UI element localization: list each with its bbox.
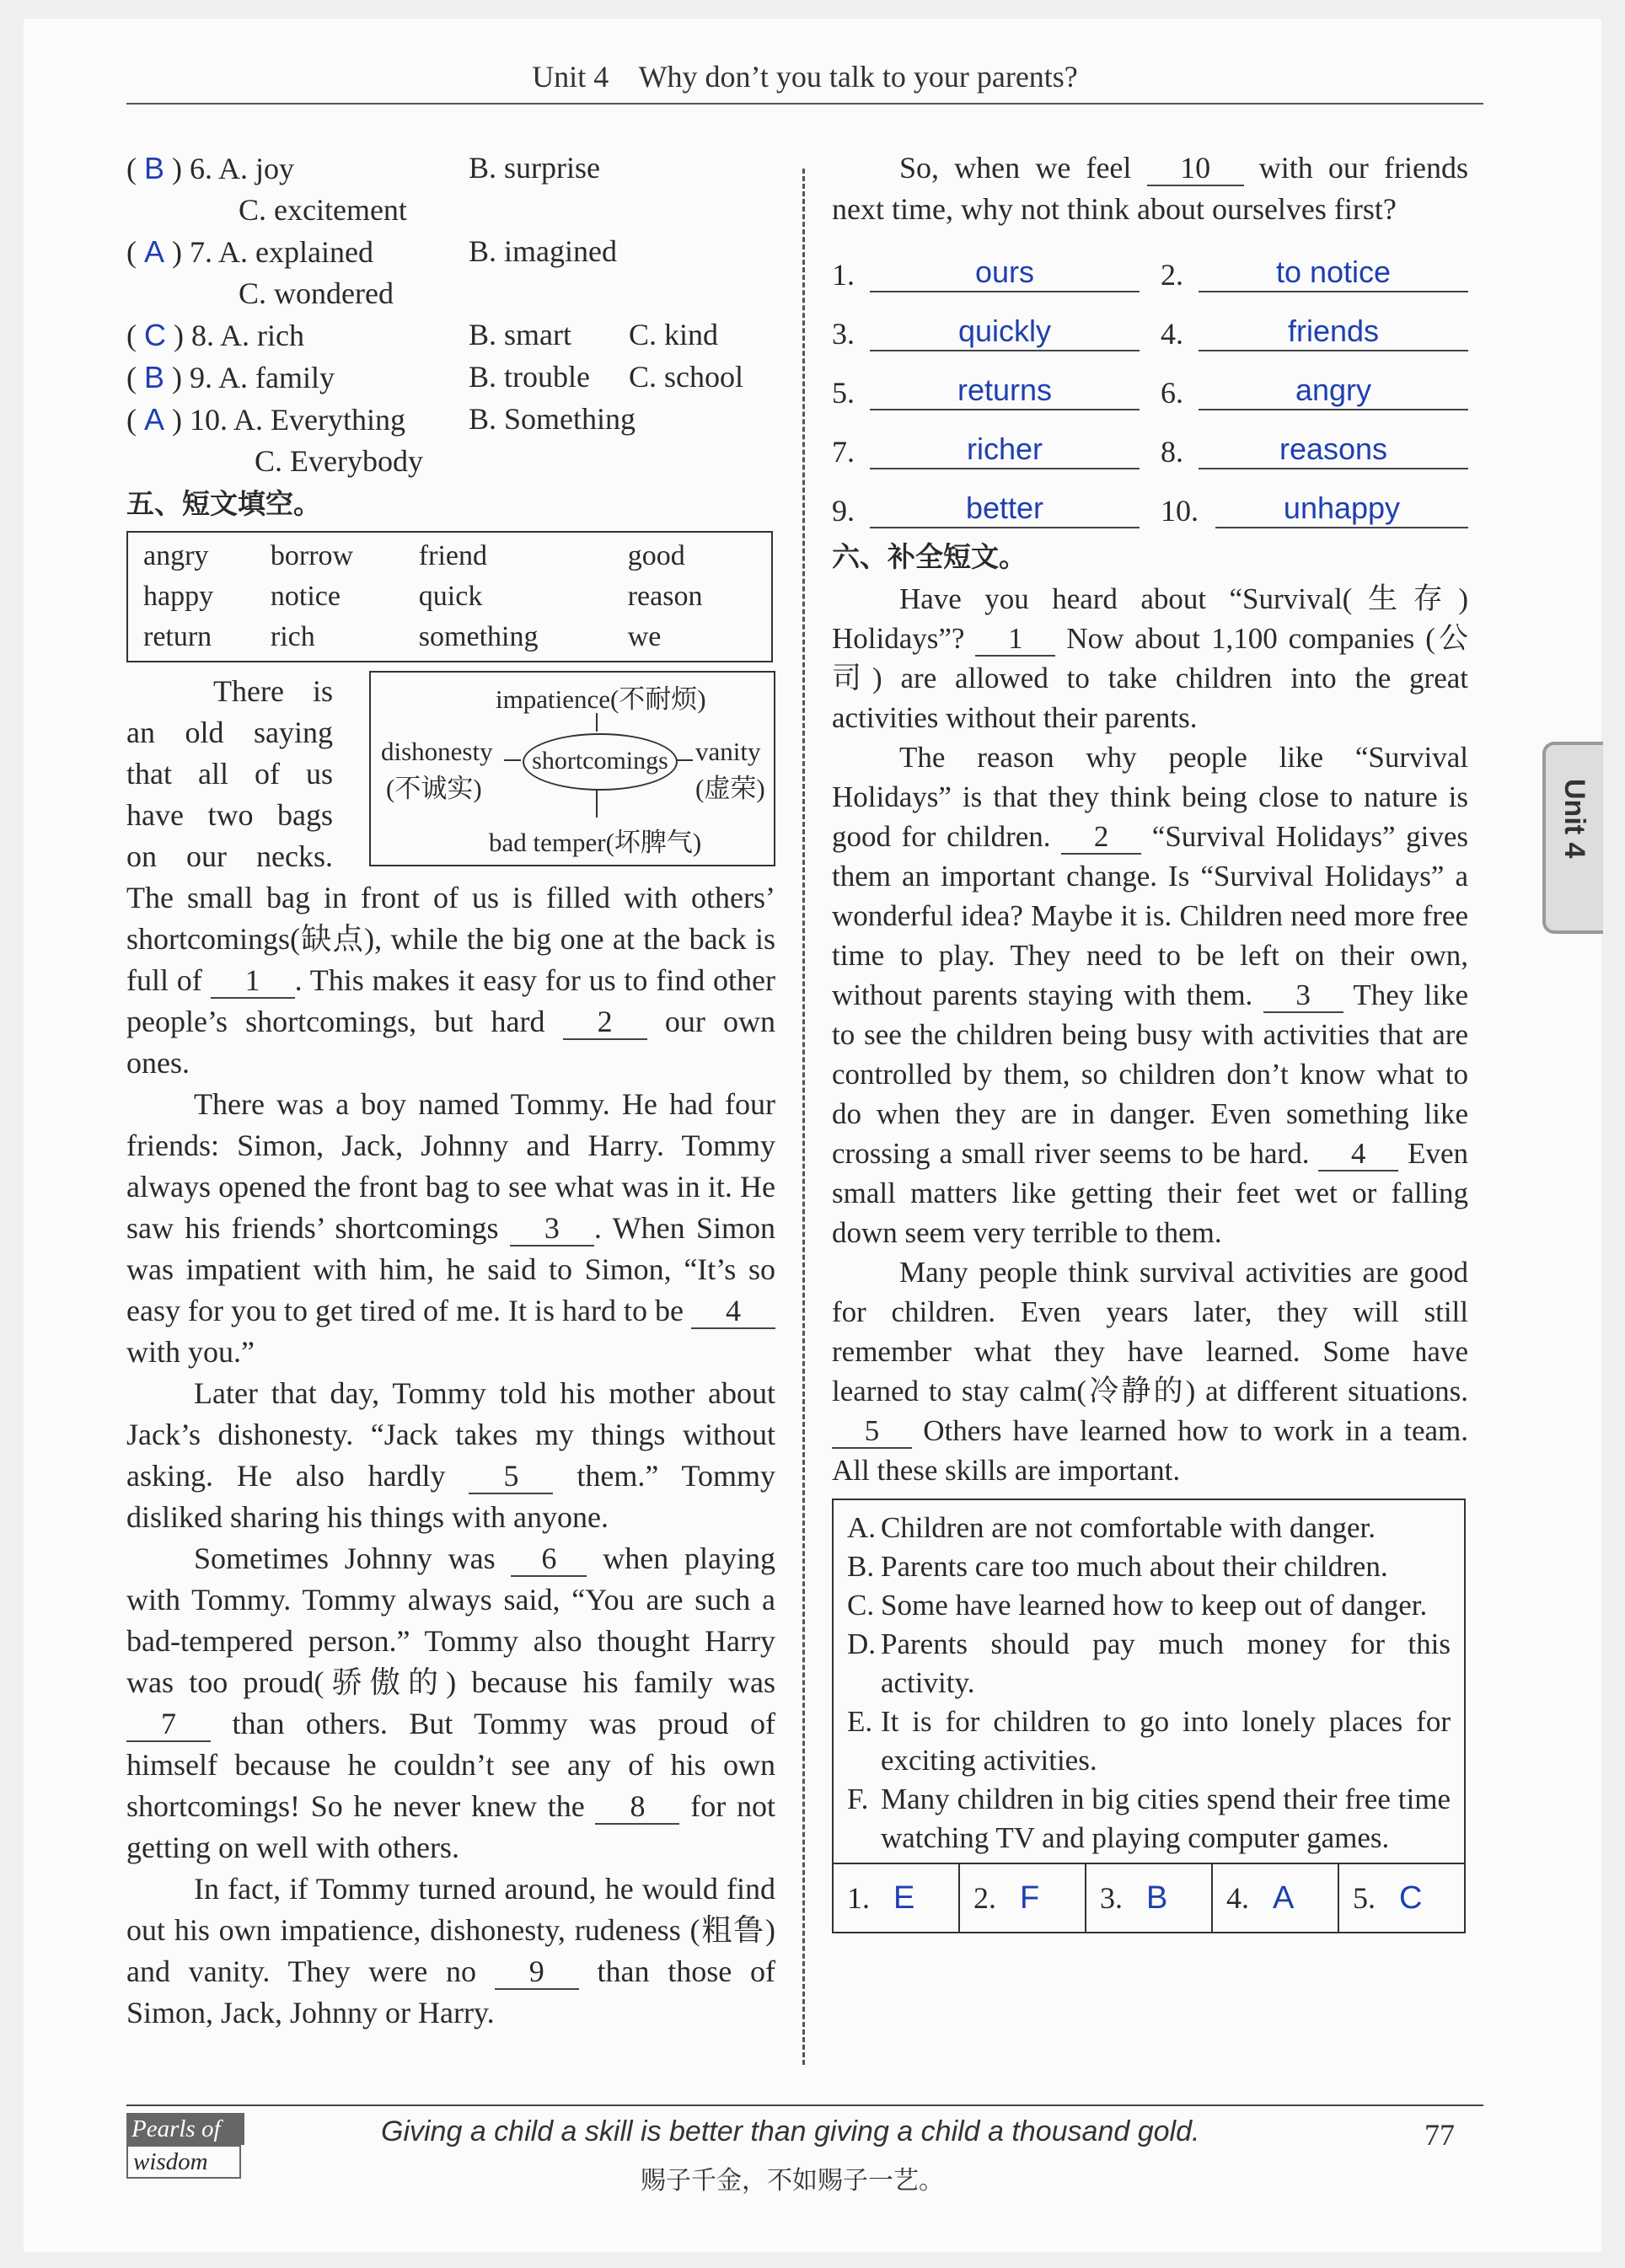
answer-item: [832, 491, 1140, 528]
passage-text: “Survival Holidays” gives them an important change. Is “Survival Holidays” a wonderful idea? Maybe it is. Children need more free time to play. They need to be left on their own, without parents staying with them.: [832, 820, 1469, 1011]
blank-10: 10: [1147, 151, 1244, 186]
passage-text: . When Simon was impatient with him, he said to Simon, “It’s so easy for you to get tired of me. It is hard to be: [126, 1211, 775, 1327]
answer-num: 9.: [832, 494, 855, 528]
section6-answer-table: [834, 1863, 1464, 1932]
answer-value: quickly: [870, 314, 1140, 351]
passage-text: them.” Tommy disliked sharing his things with anyone.: [126, 1459, 776, 1534]
passage-text: The reason why people like “Survival Holidays” is that they think being close to nature is good for children.: [832, 741, 1468, 853]
option-key: C.: [847, 1589, 875, 1622]
blank-6: 6: [511, 1541, 587, 1577]
blank-3: 3: [510, 1211, 594, 1247]
passage-text: with our friends next time, why not think about ourselves first?: [832, 151, 1469, 226]
passage-paragraph: [832, 737, 1468, 1252]
passage-text: with you.”: [126, 1335, 255, 1369]
answer-num: 1.: [832, 258, 855, 292]
option-item: [847, 1780, 1451, 1858]
diagram-right-label-zh: (虚荣): [695, 774, 765, 803]
passage-text: Others have learned how to work in a team. All these skills are important.: [832, 1414, 1468, 1487]
passage-text: Later that day, Tommy told his mother about Jack’s dishonesty. “Jack takes my things without asking. He also hardly: [126, 1376, 775, 1493]
word-bank-word: quick: [418, 581, 483, 612]
passage-text: The small bag in front of us is filled with others’ shortcomings(缺点), while the big one at the back is full of: [126, 881, 775, 997]
mcq-item: ( B ) 9. A. family B. trouble C. school: [126, 357, 775, 399]
answer-num: 4.: [1161, 317, 1183, 351]
answer-item: [1161, 373, 1468, 410]
word-bank-word: something: [418, 621, 539, 652]
answer-value: richer: [870, 432, 1140, 469]
passage-text: when playing with Tommy. Tommy always said, “You are such a bad-tempered person.” Tommy also thought Harry was too proud(骄傲的) because his family was: [126, 1541, 775, 1699]
mcq-answer: B: [144, 360, 165, 394]
answer-num: 6.: [1161, 376, 1183, 410]
mcq-option-c: C. school: [629, 360, 744, 394]
passage-text: There was a boy named Tommy. He had four friends: Simon, Jack, Johnny and Harry. Tommy always opened the front bag to see what was in it. He saw his friends’ shortcomings: [126, 1087, 775, 1245]
option-item: [847, 1702, 1451, 1780]
answer-cell: [960, 1864, 1086, 1932]
option-key: D.: [847, 1627, 877, 1660]
answer-item: [832, 314, 1140, 351]
header-unit: Unit 4: [532, 60, 609, 94]
answer-num: 7.: [832, 435, 855, 469]
mcq-item: ( A ) 10. A. Everything B. Something: [126, 399, 775, 441]
answer-value: reasons: [1199, 432, 1468, 469]
mcq-option-c: C. Everybody: [255, 444, 423, 478]
mcq-option-c: C. kind: [629, 318, 719, 351]
answer-value: C: [1399, 1879, 1423, 1916]
header-title: Why don’t you talk to your parents?: [638, 60, 1078, 94]
answer-num: 3.: [832, 317, 855, 351]
unit-side-tab-label: Unit 4: [1558, 779, 1590, 859]
section5-answer-grid: [832, 233, 1468, 528]
answer-item: [832, 373, 1140, 410]
page-header: [126, 51, 1483, 105]
answer-value: F: [1020, 1879, 1040, 1916]
mcq-num: 10.: [190, 403, 228, 437]
answer-value: A: [1273, 1879, 1295, 1916]
option-text: Parents care too much about their children.: [881, 1550, 1388, 1583]
passage-text: have two bags: [126, 798, 333, 832]
blank-1: 1: [211, 963, 295, 999]
blank-9: 9: [495, 1954, 579, 1990]
mcq-option-a: A. family: [218, 361, 335, 394]
word-bank: [126, 531, 773, 662]
passage-text: Now about 1,100 companies (公司) are allowed to take children into the great activities without their parents.: [832, 622, 1469, 734]
passage-paragraph: [126, 1373, 775, 1538]
diagram-center-ellipse: shortcomings: [523, 733, 678, 791]
option-key: F.: [847, 1783, 869, 1815]
answer-num: 10.: [1161, 494, 1199, 528]
mcq-option-b: B. smart: [469, 318, 571, 351]
passage-text: Have you heard about “Survival(生存) Holidays”?: [832, 582, 1468, 655]
option-item: [847, 1625, 1451, 1702]
mcq-answer: C: [144, 318, 166, 352]
mcq-list: [126, 147, 775, 482]
mcq-item: ( C ) 8. A. rich B. smart C. kind: [126, 314, 775, 357]
option-item: [847, 1586, 1451, 1625]
mcq-num: 7.: [190, 235, 213, 269]
word-bank-word: borrow: [270, 540, 354, 571]
left-column: [126, 147, 775, 2034]
passage-text: that all of us: [126, 757, 333, 791]
diagram-bottom-label: bad temper(坏脾气): [489, 828, 702, 857]
answer-value: ours: [870, 255, 1140, 292]
mcq-option-b: B. imagined: [469, 234, 617, 268]
answer-item: [832, 255, 1140, 292]
answer-num: 2.: [973, 1881, 996, 1915]
mcq-option-c: C. wondered: [239, 276, 394, 310]
blank-2: 2: [563, 1005, 647, 1040]
passage-paragraph: [126, 877, 775, 1084]
answer-num: 3.: [1100, 1881, 1123, 1915]
answer-value: unhappy: [1215, 491, 1468, 528]
word-bank-word: good: [627, 540, 685, 571]
option-text: Some have learned how to keep out of danger.: [881, 1589, 1428, 1622]
answer-value: better: [870, 491, 1140, 528]
right-column: [832, 147, 1468, 1933]
option-text: Parents should pay much money for this activity.: [881, 1627, 1451, 1699]
answer-value: angry: [1199, 373, 1468, 410]
blank-7: 7: [126, 1707, 211, 1742]
passage-text: than others. But Tommy was proud of himself because he couldn’t see any of his own shortcomings! So he never knew the: [126, 1707, 776, 1823]
word-bank-word: angry: [143, 540, 209, 571]
passage-text: Sometimes Johnny was: [194, 1541, 496, 1575]
word-bank-word: reason: [627, 581, 703, 612]
answer-num: 2.: [1161, 258, 1183, 292]
mcq-answer: A: [144, 402, 165, 437]
passage-5: [126, 671, 775, 2034]
word-bank-word: return: [143, 621, 212, 652]
mcq-num: 9.: [190, 361, 213, 394]
answer-value: E: [893, 1879, 915, 1916]
answer-cell: [834, 1864, 960, 1932]
mcq-answer: A: [144, 234, 165, 269]
option-text: Children are not comfortable with danger.: [881, 1511, 1376, 1544]
answer-num: 5.: [832, 376, 855, 410]
passage-text: our own ones.: [126, 1005, 776, 1080]
section6-title: 六、补全短文。: [832, 540, 1027, 573]
mcq-option-a: A. Everything: [233, 403, 405, 437]
word-bank-word: we: [627, 621, 662, 652]
passage-paragraph: [832, 1252, 1468, 1490]
diagram-arrows: [371, 673, 774, 865]
answer-value: to notice: [1199, 255, 1468, 292]
s6-blank-2: 2: [1061, 821, 1141, 855]
mcq-option-c: C. excitement: [239, 193, 407, 227]
mcq-item: ( A ) 7. A. explained B. imagined: [126, 231, 775, 273]
answer-num: 4.: [1226, 1881, 1249, 1915]
footer-quote-zh: 赐子千金，不如赐子一艺。: [641, 2166, 944, 2196]
answer-num: 1.: [847, 1881, 870, 1915]
wisdom-label: wisdom: [126, 2145, 241, 2179]
option-text: It is for children to go into lonely places for exciting activities.: [881, 1705, 1451, 1777]
footer-quote-en: Giving a child a skill is better than giving a child a thousand gold.: [381, 2115, 1200, 2147]
mcq-option-b: B. surprise: [469, 151, 600, 185]
mcq-item: ( B ) 6. A. joy B. surprise: [126, 147, 775, 190]
answer-item: [1161, 432, 1468, 469]
mcq-answer: B: [144, 151, 165, 185]
answer-num: 8.: [1161, 435, 1183, 469]
passage-text: In fact, if Tommy turned around, he would find out his own impatience, dishonesty, rudeness (粗鲁) and vanity. They were no: [126, 1872, 775, 1988]
diagram-left-label-zh: (不诚实): [386, 774, 482, 803]
diagram-top-label: impatience(不耐烦): [496, 684, 706, 714]
pearls-label: Pearls of: [126, 2113, 244, 2145]
mcq-option-b: B. Something: [469, 402, 636, 436]
s6-blank-4: 4: [1318, 1138, 1398, 1172]
s6-blank-3: 3: [1263, 979, 1343, 1013]
option-item: [847, 1547, 1451, 1586]
word-bank-word: notice: [270, 581, 341, 612]
passage-paragraph: [126, 1084, 775, 1373]
pearls-of-wisdom-badge: [126, 2113, 244, 2180]
diagram-left-label: dishonesty: [381, 737, 493, 766]
passage-text: They like to see the children being busy with activities that are controlled by them, so children don’t know what to do when they are in danger. Even something like crossing a small river seems to be hard.: [832, 979, 1469, 1170]
answer-value: B: [1146, 1879, 1168, 1916]
mcq-option-b: B. trouble: [469, 360, 590, 394]
passage-paragraph: [126, 1869, 775, 2034]
passage-text: on our necks.: [126, 839, 333, 873]
diagram-right-label: vanity: [695, 737, 761, 766]
answer-cell: [1213, 1864, 1339, 1932]
footer-divider: [126, 2104, 1483, 2106]
blank-5: 5: [469, 1459, 553, 1494]
unit-side-tab: [1542, 742, 1603, 934]
passage-paragraph: [832, 579, 1468, 737]
answer-item: [1161, 314, 1468, 351]
page-number: 77: [1424, 2118, 1455, 2152]
s6-blank-1: 1: [975, 623, 1055, 657]
passage-text: than those of Simon, Jack, Johnny or Harry.: [126, 1954, 776, 2029]
answer-value: returns: [870, 373, 1140, 410]
passage-text: . This makes it easy for us to find other people’s shortcomings, but hard: [126, 963, 775, 1038]
answer-cell: [1086, 1864, 1213, 1932]
option-key: B.: [847, 1550, 875, 1583]
option-key: A.: [847, 1511, 877, 1544]
answer-item: [1161, 255, 1468, 292]
word-bank-word: rich: [270, 621, 315, 652]
options-box: [832, 1499, 1466, 1933]
option-item: [847, 1509, 1451, 1547]
mcq-option-a: A. rich: [220, 319, 304, 352]
answer-cell: [1339, 1864, 1464, 1932]
mcq-num: 8.: [191, 319, 214, 352]
mcq-num: 6.: [190, 152, 213, 185]
s6-blank-5: 5: [832, 1415, 912, 1449]
column-divider: [802, 169, 805, 2065]
passage-text: There is: [213, 674, 333, 708]
passage-paragraph: [126, 1538, 775, 1869]
mcq-option-a: A. explained: [218, 235, 373, 269]
answer-num: 5.: [1353, 1881, 1376, 1915]
answer-value: friends: [1199, 314, 1468, 351]
passage-text: an old saying: [126, 716, 333, 749]
answer-item: [1161, 491, 1468, 528]
passage-text: So, when we feel: [899, 151, 1132, 185]
word-bank-word: happy: [143, 581, 214, 612]
option-text: Many children in big cities spend their free time watching TV and playing computer games.: [881, 1783, 1451, 1854]
word-bank-word: friend: [418, 540, 487, 571]
passage-text: for not getting on well with others.: [126, 1789, 775, 1864]
shortcomings-diagram: [369, 671, 775, 866]
section5-title: 五、短文填空。: [126, 487, 321, 520]
passage-text: Even small matters like getting their feet wet or falling down seem very terrible to them.: [832, 1137, 1469, 1249]
passage-text: Many people think survival activities are good for children. Even years later, they will still remember what they have learned. Some have learned to stay calm(冷静的) at different situations.: [832, 1256, 1468, 1407]
blank-4: 4: [691, 1294, 775, 1329]
answer-item: [832, 432, 1140, 469]
passage-paragraph: [832, 147, 1468, 230]
mcq-option-a: A. joy: [218, 152, 295, 185]
blank-8: 8: [595, 1789, 679, 1825]
option-key: E.: [847, 1705, 873, 1738]
